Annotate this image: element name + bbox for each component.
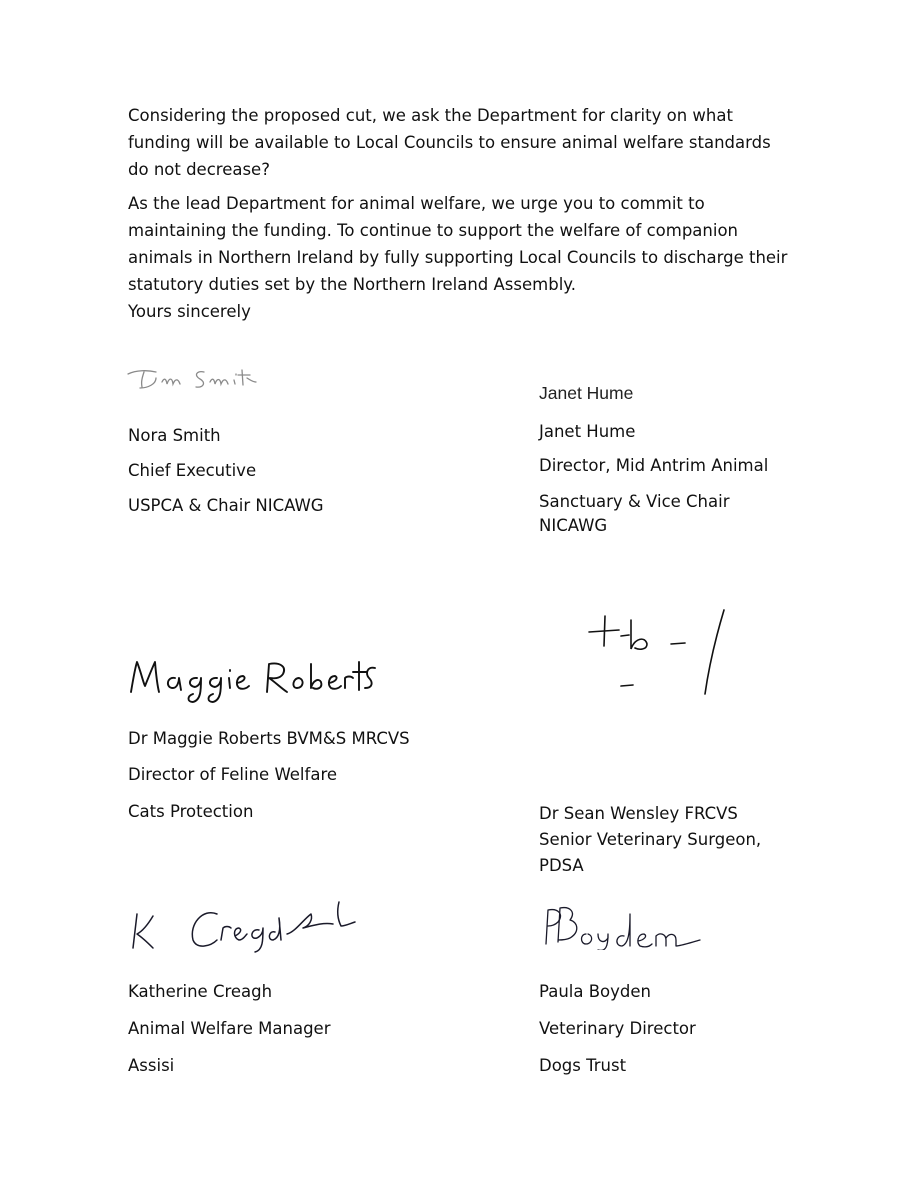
paragraph-2-line-4: statutory duties set by the Northern Ireland Assembly. (128, 275, 576, 294)
sean-organisation: PDSA (539, 856, 584, 875)
paragraph-1-line-1: Considering the proposed cut, we ask the Department for clarity on what (128, 106, 733, 125)
katherine-name: Katherine Creagh (128, 982, 273, 1001)
janet-typed-signature: Janet Hume (539, 383, 634, 403)
nora-title: Chief Executive (128, 461, 257, 480)
paragraph-1-line-2: funding will be available to Local Councils to ensure animal welfare standards (128, 133, 771, 152)
paragraph-2-line-2: maintaining the funding. To continue to support the welfare of companion (128, 221, 739, 240)
signature-nora-smith (122, 360, 272, 394)
maggie-title: Director of Feline Welfare (128, 765, 338, 784)
sean-title: Senior Veterinary Surgeon, (539, 830, 762, 849)
nora-name: Nora Smith (128, 426, 221, 445)
signature-katherine-creagh (123, 896, 363, 954)
signature-maggie-roberts (123, 650, 378, 708)
maggie-organisation: Cats Protection (128, 802, 254, 821)
janet-title-line-3: NICAWG (539, 516, 608, 535)
paula-name: Paula Boyden (539, 982, 651, 1001)
janet-title-line-2: Sanctuary & Vice Chair (539, 492, 730, 511)
paragraph-2-line-3: animals in Northern Ireland by fully supporting Local Councils to discharge their (128, 248, 788, 267)
paula-title: Veterinary Director (539, 1019, 696, 1038)
paragraph-2-line-1: As the lead Department for animal welfare, we urge you to commit to (128, 194, 705, 213)
paula-organisation: Dogs Trust (539, 1056, 627, 1075)
nora-organisation: USPCA & Chair NICAWG (128, 496, 324, 515)
sean-name: Dr Sean Wensley FRCVS (539, 804, 738, 823)
paragraph-1-line-3: do not decrease? (128, 160, 270, 179)
closing: Yours sincerely (128, 302, 251, 321)
paragraph-2 (128, 190, 808, 298)
signature-sean-wensley (585, 604, 730, 700)
janet-title-line-1: Director, Mid Antrim Animal (539, 456, 769, 475)
janet-name: Janet Hume (539, 422, 636, 441)
maggie-name: Dr Maggie Roberts BVM&S MRCVS (128, 729, 410, 748)
signature-paula-boyden (540, 904, 710, 950)
katherine-organisation: Assisi (128, 1056, 175, 1075)
katherine-title: Animal Welfare Manager (128, 1019, 331, 1038)
paragraph-1 (128, 102, 808, 183)
